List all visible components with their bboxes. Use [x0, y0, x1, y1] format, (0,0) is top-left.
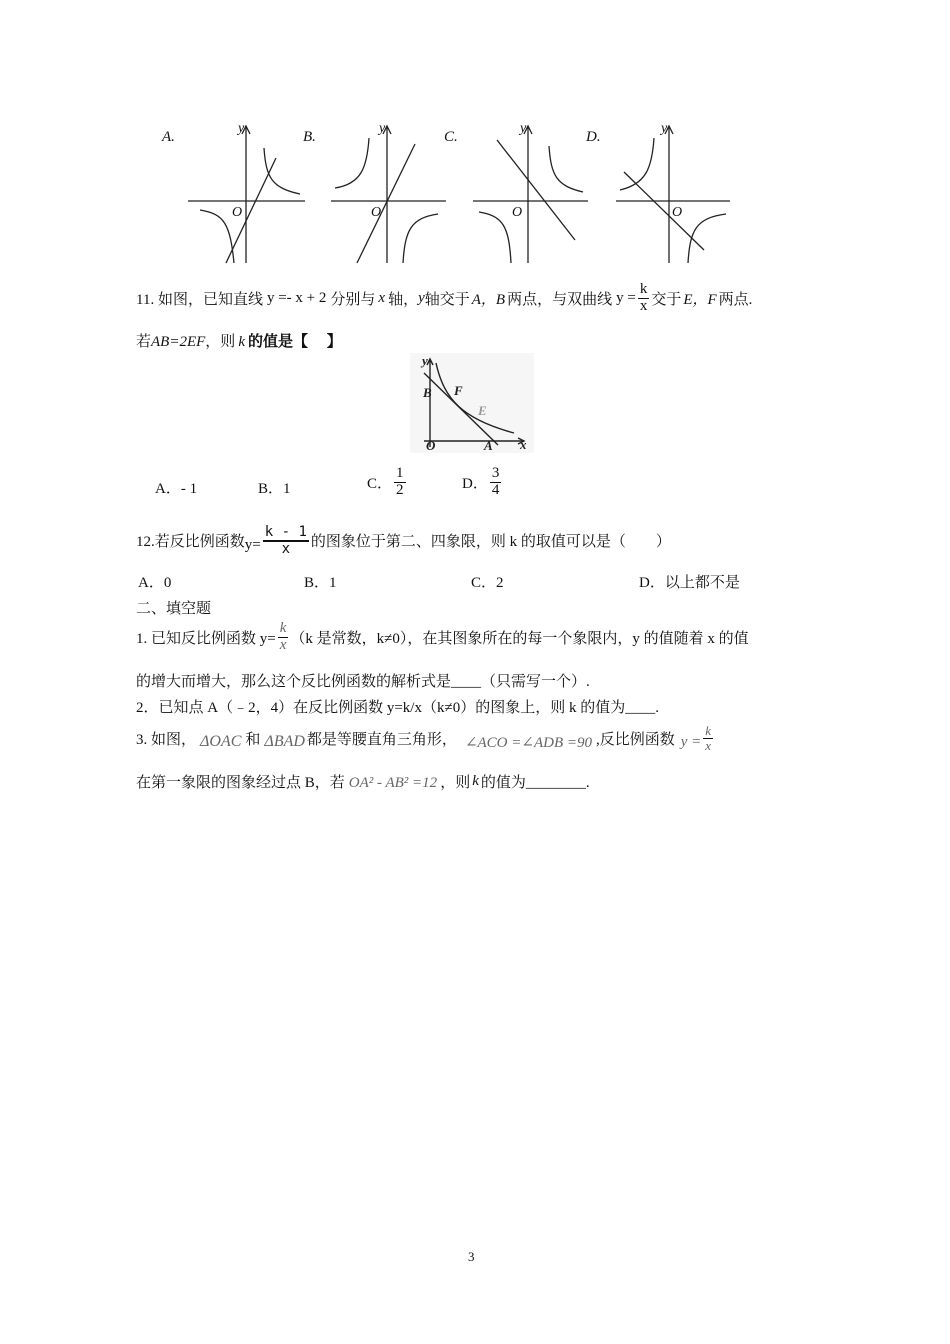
f1-num: k — [279, 620, 287, 636]
section-fill-blank-title: 二、填空题 — [136, 601, 212, 617]
q12-fraction — [263, 525, 309, 556]
q11-fig-a: A — [484, 438, 493, 453]
q11-fig-b: B — [423, 385, 432, 400]
f3-fraction — [703, 724, 713, 752]
q12-option-d: D．以上都不是 — [639, 575, 740, 591]
graph-c-y: y — [520, 121, 527, 136]
option-c-label: C. — [444, 129, 458, 145]
q11-option-d-frac — [490, 466, 502, 499]
page-number: 3 — [468, 1249, 475, 1264]
graph-b-y: y — [379, 121, 386, 136]
q11-fig-f: F — [454, 383, 463, 398]
q11-line1 — [136, 282, 752, 315]
q12-den: x — [281, 540, 291, 557]
graph-b — [331, 126, 446, 263]
f1-den: x — [279, 636, 287, 653]
q11-line2-post: 的值是【 】 — [247, 334, 342, 350]
graph-b-origin: O — [371, 205, 382, 220]
f3-mid: 都是等腰直角三角形， — [306, 731, 457, 748]
graph-c-origin: O — [512, 205, 523, 220]
q11-option-c — [367, 466, 408, 499]
fill1-line2: 的增大而增大，那么这个反比例函数的解析式是____（只需写一个）. — [136, 674, 590, 690]
q11-line-eq: y =- x + 2 — [266, 289, 327, 306]
graph-d — [616, 126, 730, 263]
q12-pre: 12.若反比例函数 — [136, 534, 245, 551]
q11-ef: E，F — [683, 291, 717, 308]
q11-option-d-label: D． — [462, 475, 488, 492]
graph-a — [188, 126, 305, 263]
f3-post: ,反比例函数 — [595, 731, 675, 748]
q11-cond: AB=2EF — [151, 334, 206, 350]
f1-fraction — [278, 621, 289, 654]
q11-x: x — [378, 289, 386, 306]
q11-mid5: 交于 — [651, 291, 682, 308]
q12-option-a: A．0 — [138, 575, 172, 591]
q11-ab: A，B — [471, 291, 506, 308]
f3-pre: 3. 如图， — [136, 731, 197, 748]
q11-xden: x — [639, 297, 648, 314]
q11-mid2: 轴， — [388, 291, 419, 308]
f3-line2-mid: ，则 — [440, 775, 471, 791]
f3-num: k — [705, 723, 712, 738]
f3-line2-post: 的值为________. — [480, 775, 590, 791]
q11-option-c-frac — [394, 466, 406, 499]
q11-option-a: A．- 1 — [155, 481, 198, 497]
option-d-label: D. — [586, 129, 601, 145]
q11-mid1: 分别与 — [330, 291, 376, 308]
f3-line2-pre: 在第一象限的图象经过点 B，若 — [136, 775, 345, 791]
q11-kvar: k — [238, 334, 245, 350]
q11-k: k — [639, 281, 648, 297]
q12-num: k - 1 — [264, 524, 307, 540]
q11-mid4: 两点，与双曲线 — [507, 291, 613, 308]
option-a-label: A. — [162, 129, 175, 145]
graph-d-origin: O — [672, 205, 683, 220]
graph-d-y: y — [661, 121, 668, 136]
q11-mid3: 轴交于 — [424, 291, 470, 308]
graph-a-origin: O — [232, 205, 243, 220]
f3-and: 和 — [245, 731, 261, 748]
fill3-line1 — [136, 724, 715, 752]
q11-line2-pre: 若 — [136, 334, 152, 350]
graph-c — [473, 126, 588, 263]
q11-line2-mid: ，则 — [205, 334, 236, 350]
q11-c-den: 2 — [396, 481, 404, 498]
q11-mid6: 两点. — [718, 291, 753, 308]
f3-kvar: k — [472, 773, 479, 789]
q11-pre: 11. 如图，已知直线 — [136, 291, 263, 308]
q11-d-den: 4 — [491, 481, 500, 498]
q11-fig-y: y — [422, 353, 428, 368]
q11-figure — [410, 353, 534, 453]
f1-pre: 1. 已知反比例函数 y= — [136, 630, 276, 647]
q11-option-c-label: C． — [367, 475, 393, 492]
fill2: 2．已知点 A（﹣2，4）在反比例函数 y=k/x（k≠0）的图象上，则 k 的值为____. — [136, 700, 659, 716]
q11-fig-e: E — [478, 403, 487, 418]
f3-expr: OA² - AB² =12 — [348, 775, 438, 791]
q11-c-num: 1 — [396, 465, 404, 481]
graph-a-y: y — [238, 121, 245, 136]
f1-post: （k 是常数，k≠0），在其图象所在的每一个象限内，y 的值随着 x 的值 — [290, 630, 749, 647]
f3-den: x — [705, 737, 712, 753]
fill1-line1 — [136, 621, 749, 654]
f3-y-eq: y = — [680, 733, 702, 750]
option-b-label: B. — [303, 129, 316, 145]
f3-angle: ∠ACO =∠ADB =90 — [464, 734, 592, 751]
fill3-line2 — [136, 771, 590, 792]
q11-d-num: 3 — [491, 465, 500, 481]
f3-tri2: ΔBAD — [264, 733, 305, 751]
q11-y-eq: y = — [616, 289, 636, 306]
q12-y-eq: y= — [244, 537, 261, 554]
option-graphs — [180, 118, 730, 268]
q12-option-b: B．1 — [304, 575, 337, 591]
q12-stem — [136, 525, 671, 556]
q11-option-b: B．1 — [258, 481, 291, 497]
q11-y: y — [418, 289, 425, 306]
q11-fraction — [638, 282, 650, 315]
q11-line2 — [136, 330, 342, 351]
q12-option-c: C．2 — [471, 575, 504, 591]
f3-tri1: ΔOAC — [200, 733, 242, 751]
q12-post: 的图象位于第二、四象限，则 k 的取值可以是（ ） — [310, 534, 671, 551]
q11-fig-x: x — [520, 437, 527, 452]
q11-fig-o: O — [426, 438, 436, 453]
q11-option-d — [462, 466, 503, 499]
